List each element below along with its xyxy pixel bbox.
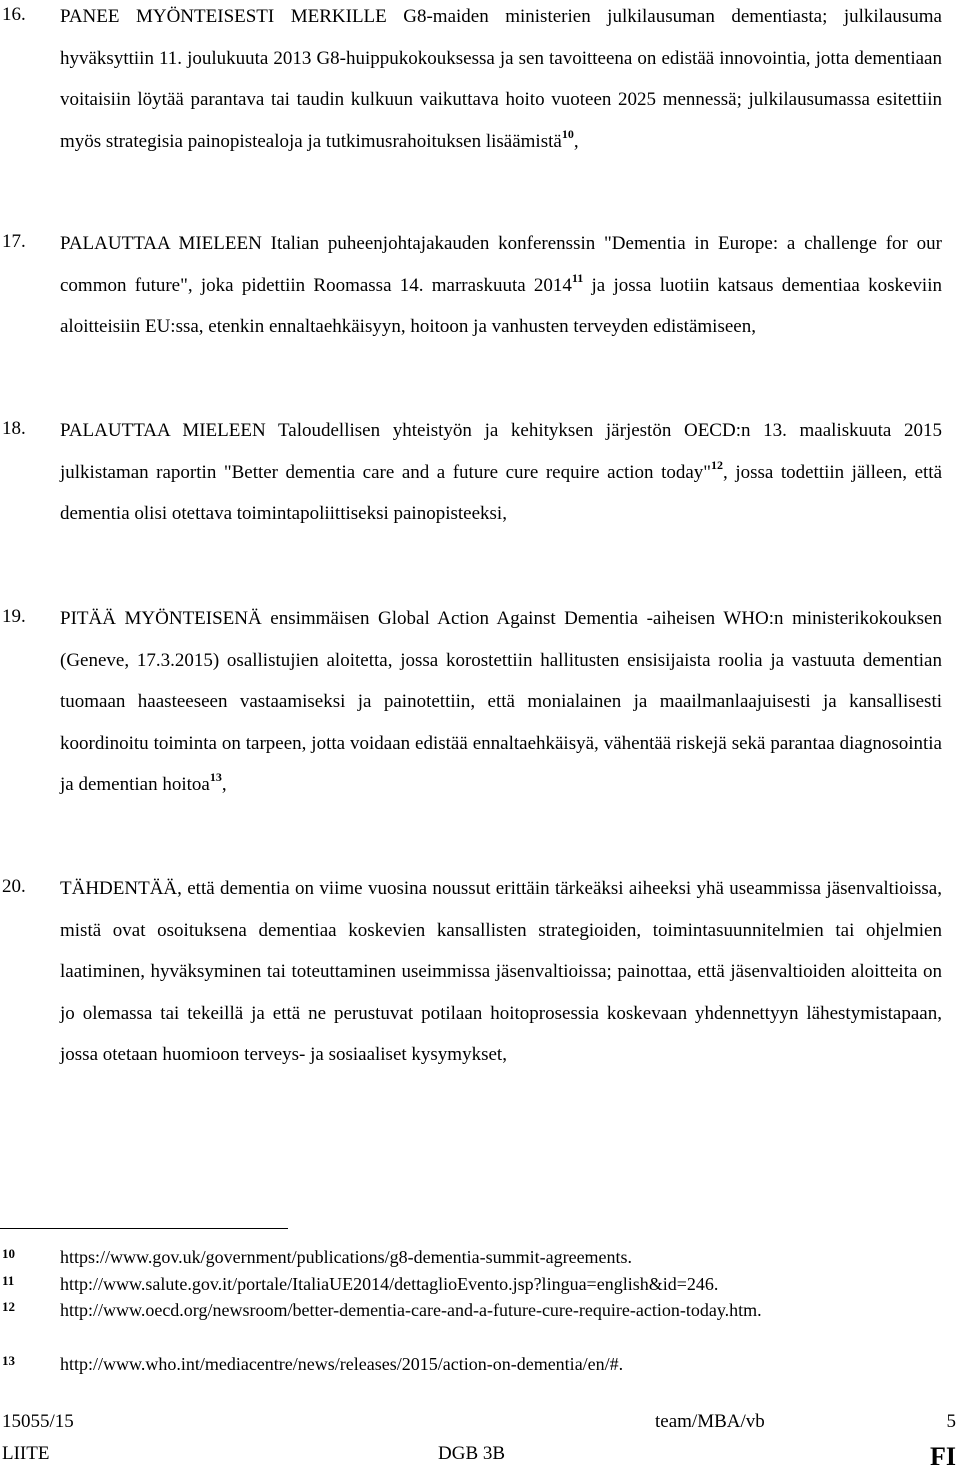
footnote-ref[interactable]: 10 — [561, 126, 574, 141]
paragraph-17 — [0, 223, 960, 393]
page-number: 5 — [946, 1411, 956, 1432]
paragraph-number: 19. — [2, 606, 26, 627]
paragraph-text-part: PALAUTTAA MIELEEN Italian puheenjohtajakauden konferenssin "Dementia in Europe: a challenge for our common future", joka pidettiin Roomassa 14. marraskuuta 2014 — [60, 233, 942, 296]
footnote-ref[interactable]: 13 — [209, 770, 222, 785]
footnote-link[interactable]: https://www.gov.uk/government/publications/g8-dementia-summit-agreements. — [60, 1247, 633, 1267]
paragraph-text-part: PALAUTTAA MIELEEN Taloudellisen yhteistyön ja kehityksen järjestön OECD:n 13. maaliskuuta 2015 julkistaman raportin "Better dementia care and a future cure require action today" — [60, 420, 942, 483]
footnote-link[interactable]: http://www.salute.gov.it/portale/ItaliaUE2014/dettaglioEvento.jsp?lingua=english&id=246. — [60, 1274, 719, 1294]
annex-label: LIITE — [2, 1443, 50, 1464]
footnote-number: 11 — [2, 1273, 15, 1288]
footnote-separator — [0, 1228, 288, 1229]
paragraph-text-part: , — [573, 130, 579, 152]
footnote-number: 10 — [2, 1246, 15, 1261]
footnote-link[interactable]: http://www.who.int/mediacentre/news/releases/2015/action-on-dementia/en/#. — [60, 1354, 624, 1374]
paragraph-number: 17. — [2, 231, 26, 252]
paragraph-text — [60, 223, 942, 348]
paragraph-18 — [0, 410, 960, 580]
paragraph-text-part: PITÄÄ MYÖNTEISENÄ ensimmäisen Global Action Against Dementia -aiheisen WHO:n ministerikokouksen (Geneve, 17.3.2015) osallistujien aloitetta, jossa korostettiin hallitusten ensisijaista roolia ja vastuuta dementian tuomaan haasteeseen vastaamiseksi ja painotettiin, että monialainen ja maailmanlaajuisesti ja kansallisesti koordinoitu toiminta on tarpeen, jotta voidaan edistää ennaltaehkäisyä, vähentää riskejä sekä parantaa diagnosointia ja dementian hoitoa — [60, 608, 942, 796]
footnote-number: 13 — [2, 1353, 15, 1368]
footnote-link[interactable]: http://www.oecd.org/newsroom/better-dementia-care-and-a-future-cure-require-action-today.htm. — [60, 1300, 762, 1320]
footnote-ref[interactable]: 11 — [571, 270, 584, 285]
footnote-ref[interactable]: 12 — [711, 457, 724, 472]
paragraph-text — [60, 598, 942, 806]
paragraph-16 — [0, 0, 960, 196]
paragraph-text — [60, 410, 942, 535]
paragraph-text-part: , jossa todettiin jälleen, että dementia olisi otettava toimintapoliittiseksi painopisteeksi, — [60, 461, 943, 525]
paragraph-19 — [0, 598, 960, 858]
paragraph-text — [60, 0, 942, 162]
paragraph-text: TÄHDENTÄÄ, että dementia on viime vuosina noussut erittäin tärkeäksi aiheeksi yhä useammissa jäsenvaltioissa, mistä ovat osoituksena dementiaa koskevien kansallisten strategioiden, toimintasuunnitelmien tai ohjelmien laatiminen, hyväksyminen tai toteuttaminen useimmissa jäsenvaltioissa; painottaa, että jäsenvaltioiden aloitteita on jo olemassa tai tekeillä ja että ne perustuvat potilaan hoitoprosessia koskevaan yhdennettyyn lähestymistapaan, jossa otetaan huomioon terveys- ja sosiaaliset kysymykset, — [60, 878, 942, 1066]
paragraph-text-part: ja jossa luotiin katsaus dementiaa koskeviin aloitteisiin EU:ssa, etenkin ennaltaehkäisyyn, hoitoon ja vanhusten terveyden edistämiseen, — [60, 274, 942, 338]
paragraph-number: 20. — [2, 876, 26, 897]
paragraph-number: 18. — [2, 418, 26, 439]
language-code: FI — [930, 1442, 956, 1471]
document-number: 15055/15 — [2, 1411, 74, 1432]
paragraph-number: 16. — [2, 4, 26, 25]
footnote-number: 12 — [2, 1299, 15, 1314]
paragraph-20 — [0, 868, 960, 1128]
paragraph-text-part: , — [221, 774, 227, 796]
document-reference: team/MBA/vb — [655, 1411, 765, 1432]
directorate-label: DGB 3B — [438, 1443, 506, 1464]
paragraph-text-part: PANEE MYÖNTEISESTI MERKILLE G8-maiden ministerien julkilausuman dementiasta; julkilausuma hyväksyttiin 11. joulukuuta 2013 G8-huippukokouksessa ja sen tavoitteena on edistää innovointia, jotta dementiaan voitaisiin löytää parantava tai taudin kulkuun vaikuttava hoito vuoteen 2025 mennessä; julkilausumassa esitettiin myös strategisia painopistealoja ja tutkimusrahoituksen lisäämistä — [60, 6, 942, 152]
